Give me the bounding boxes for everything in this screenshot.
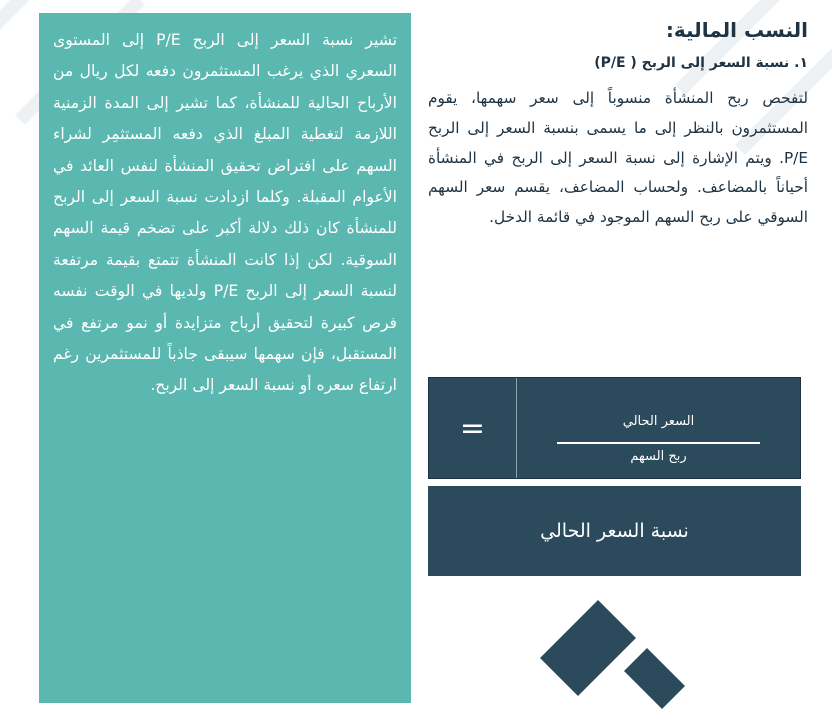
fraction-denominator: ربح السهم	[630, 449, 687, 464]
fraction	[517, 378, 800, 478]
subsection-title: ١. نسبة السعر إلى الربح ( P/E)	[594, 55, 808, 71]
logo-mark-icon	[540, 600, 690, 710]
side-note-panel	[39, 13, 411, 703]
formula-result: نسبة السعر الحالي	[428, 486, 801, 576]
section-title: النسب المالية:	[665, 18, 808, 42]
body-paragraph: لتفحص ربح المنشأة منسوباً إلى سعر سهمها، يقوم المستثمرون بالنظر إلى ما يسمى بنسبة السعر إلى الربح P/E. ويتم الإشارة إلى نسبة السعر إلى الربح في المنشأة أحياناً بالمضاعف. ولحساب المضاعف، يقسم سعر السهم السوقي على ربح السهم الموجود في قائمة الدخل.	[428, 89, 808, 227]
formula-box	[428, 377, 801, 479]
equals-sign: =	[429, 378, 517, 478]
side-note-paragraph: تشير نسبة السعر إلى الربح P/E إلى المستوى السعري الذي يرغب المستثمرون دفعه لكل ريال من الأرباح الحالية للمنشأة، كما تشير إلى المدة الزمنية اللازمة لتغطية المبلغ الذي دفعه المستثمِر لشراء السهم على افتراض تحقيق المنشأة لنفس العائد في الأعوام المقبلة. وكلما ازدادت نسبة السعر إلى الربح للمنشأة كان ذلك دلالة أكبر على تضخم قيمة السهم السوقية. لكن إذا كانت المنشأة تتمتع بقيمة مرتفعة لنسبة السعر إلى الربح P/E ولديها في الوقت نفسه فرص كبيرة لتحقيق أرباح متزايدة أو نمو مرتفع في المستقبل، فإن سهمها سيبقى جاذباً للمستثمرين رغم ارتفاع سعره أو نسبة السعر إلى الربح.	[53, 31, 398, 395]
fraction-line	[557, 442, 760, 444]
main-content	[428, 14, 808, 233]
fraction-numerator: السعر الحالي	[622, 414, 695, 429]
